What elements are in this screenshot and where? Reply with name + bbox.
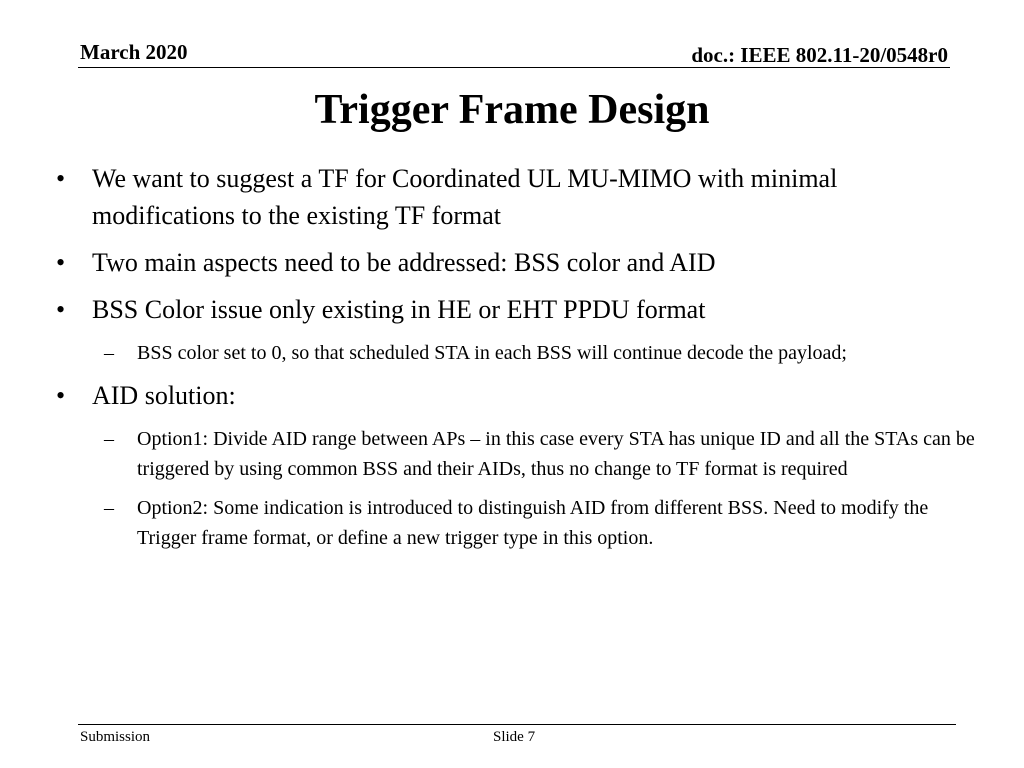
bullet-text: We want to suggest a TF for Coordinated UL MU-MIMO with minimal modifications to the existing TF format	[92, 164, 838, 230]
sub-bullet-marker: –	[104, 497, 114, 519]
bullet-text: Two main aspects need to be addressed: BSS color and AID	[92, 248, 716, 277]
bullet-text: AID solution:	[92, 381, 236, 410]
footer-submission: Submission	[80, 729, 151, 745]
sub-bullet-item	[56, 424, 986, 484]
sub-bullet-item	[56, 493, 986, 553]
slide-title: Trigger Frame Design	[314, 87, 710, 133]
bullet-marker: •	[56, 248, 66, 277]
footer-divider	[78, 724, 956, 725]
bullet-item	[56, 160, 986, 234]
sub-bullet-text: BSS color set to 0, so that scheduled STA in each BSS will continue decode the payload;	[137, 342, 847, 364]
bullet-item	[56, 291, 986, 328]
sub-bullet-item	[56, 338, 986, 368]
sub-bullet-marker: –	[104, 342, 114, 364]
sub-bullet-text: Option2: Some indication is introduced to distinguish AID from different BSS. Need to modify the Trigger frame format, or define a new trigger type in this option.	[137, 497, 929, 549]
bullet-marker: •	[56, 381, 66, 410]
header-date: March 2020	[80, 40, 188, 64]
header-doc-id: doc.: IEEE 802.11-20/0548r0	[691, 43, 948, 67]
footer-slide-number: Slide 7	[493, 729, 536, 745]
bullet-item	[56, 244, 986, 281]
bullet-text: BSS Color issue only existing in HE or EHT PPDU format	[92, 295, 706, 324]
sub-bullet-marker: –	[104, 428, 114, 450]
bullet-marker: •	[56, 295, 66, 324]
sub-bullet-text: Option1: Divide AID range between APs – in this case every STA has unique ID and all the STAs can be triggered by using common BSS and their AIDs, thus no change to TF format is required	[137, 428, 975, 480]
slide-content	[56, 160, 986, 562]
bullet-item	[56, 377, 986, 414]
header-divider	[78, 67, 950, 68]
bullet-marker: •	[56, 164, 66, 193]
